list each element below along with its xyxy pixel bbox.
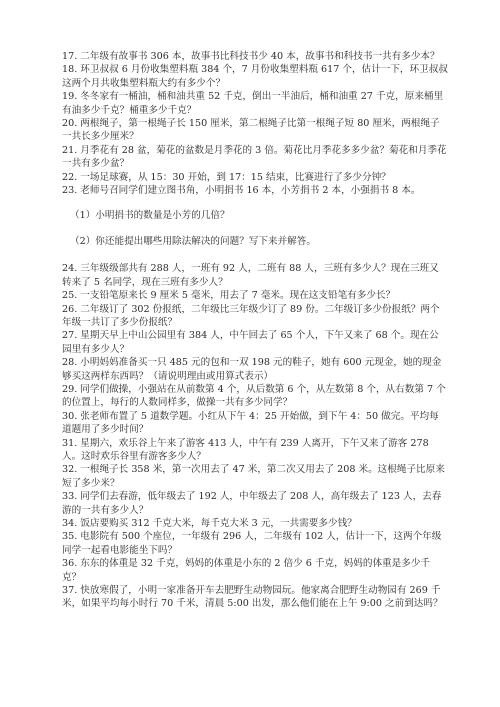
- question-35: 35. 电影院有 500 个座位，一年级有 296 人，二年级有 102 人，估计一下，这两个年级同学一起看电影能坐下吗？: [62, 531, 442, 556]
- question-29: 29. 同学们做操，小强站在从前数第 4 个，从后数第 6 个，从左数第 8 个，从右数第 7 个的位置上，每行的人数同样多，做操一共有多少同学？: [62, 383, 446, 409]
- question-34: 34. 饭店要购买 312 千克大米，每千克大米 3 元，一共需要多少钱？: [62, 518, 357, 529]
- question-33: 33. 同学们去春游，低年级去了 192 人，中年级去了 208 人，高年级去了 123 人，去春游的一共有多少人？: [62, 491, 442, 516]
- question-19: 19. 冬冬家有一桶油，桶和油共重 52 千克，倒出一半油后，桶和油重 27 千克，原来桶里有油多少千克？桶重多少千克？: [62, 91, 444, 116]
- question-20: 20. 两根绳子，第一根绳子长 150 厘米，第二根绳子比第一根绳子短 80 厘米，两根绳子一共长多少厘米？: [62, 118, 440, 143]
- question-24: 24. 三年级级部共有 288 人，一班有 92 人，二班有 88 人，三班有多少人？现在三班又转来了 5 名同学，现在三班有多少人？: [62, 263, 439, 288]
- question-31: 31. 星期六，欢乐谷上午来了游客 413 人，中午有 239 人离开，下午又来了游客 278 人。这时欢乐谷里有游客多少人？: [62, 437, 429, 462]
- question-23: 23. 老师号召同学们建立图书角，小明捐书 16 本，小芳捐书 2 本，小强捐书 8 本。: [62, 185, 421, 197]
- question-30: 30. 张老师布置了 5 道数学题。小红从下午 4：25 开始做，到下午 4：50 做完。平均每道题用了多少时间？: [62, 410, 439, 436]
- question-26: 26. 二年级订了 302 份报纸，二年级比三年级少订了 89 份。二年级订多少份报纸？两个年级一共订了多少份报纸？: [62, 303, 440, 328]
- question-36: 36. 东东的体重是 32 千克，妈妈的体重是小东的 2 倍少 6 千克，妈妈的体重是多少千克？: [62, 558, 431, 583]
- question-32: 32. 一根绳子长 358 米，第一次用去了 47 米，第二次又用去了 208 米。这根绳子比原来短了多少米？: [62, 464, 445, 489]
- question-22: 22. 一场足球赛，从 15：30 开始，到 17：15 结束，比赛进行了多少分钟？: [62, 171, 391, 183]
- sub-question-2: （2）你还能提出哪些用除法解决的问题？写下来并解答。: [70, 235, 316, 247]
- question-25: 25. 一支铅笔原来长 9 厘米 5 毫米，用去了 7 毫米。现在这支铅笔有多少长？: [62, 290, 396, 302]
- sub-question-1: （1）小明捐书的数量是小芳的几倍？: [70, 210, 230, 222]
- question-27: 27. 星期天早上中山公园里有 384 人，中午回去了 65 个人，下午又来了 68 个。现在公园里有多少人？: [62, 330, 439, 355]
- question-28: 28. 小明妈妈准备买一只 485 元的包和一双 198 元的鞋子，她有 600 元现金，她的现金够买这两样东西吗？（请说明理由或用算式表示）: [62, 357, 442, 382]
- worksheet-content: [62, 50, 448, 611]
- question-17: 17. 二年级有故事书 306 本，故事书比科技书少 40 本，故事书和科技书一共有多少本？: [62, 51, 440, 62]
- question-37: 37. 快放寒假了，小明一家准备开车去肥野生动物园玩。他家离合肥野生动物园有 269 千米，如果平均每小时行 70 千米，清晨 5:00 出发，那么他们能在上午 9:00 之前到达吗？: [62, 585, 443, 610]
- question-18: 18. 环卫叔叔 6 月份收集塑料瓶 384 个，7 月份收集塑料瓶 617 个，估计一下，环卫叔叔这两个月共收集塑料瓶大约有多少个？: [62, 64, 448, 89]
- question-21: 21. 月季花有 28 盆，菊花的盆数是月季花的 3 倍。菊花比月季花多多少盆？菊花和月季花一共有多少盆？: [62, 144, 447, 170]
